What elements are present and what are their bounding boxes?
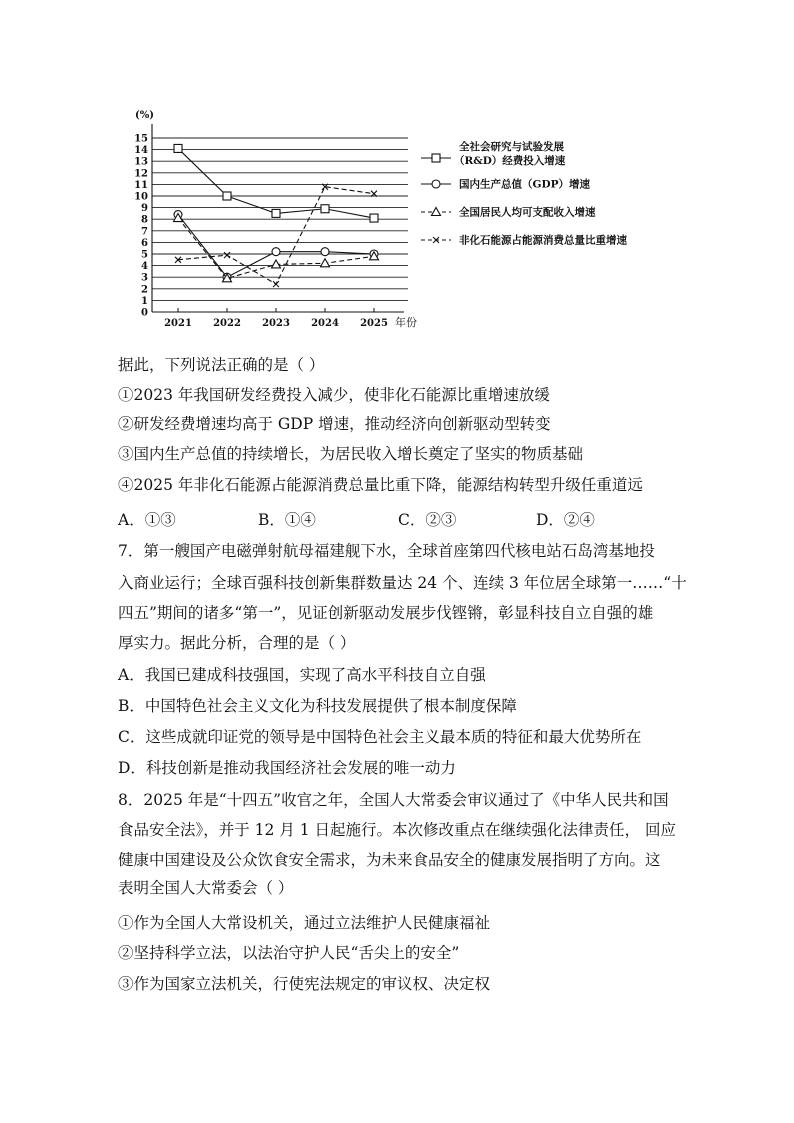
q8-stem-line-2: 食品安全法》，并于 12 月 1 日起施行。本次修改重点在继续强化法律责任， 回应 [118,821,676,839]
q6-options [118,508,678,530]
q7-stem-line-1: 7．第一艘国产电磁弹射航母福建舰下水，全球首座第四代核电站石岛湾基地投 [118,542,655,560]
q6-option-a[interactable]: A．①③ [118,511,176,529]
series-2 [174,211,378,282]
q7-option-b[interactable]: B．中国特色社会主义文化为科技发展提供了根本制度保障 [118,697,517,715]
series-1 [174,144,378,222]
data-point-circle [272,248,280,256]
y-tick-label: 3 [141,272,148,284]
q6-statement-1: ①2023 年我国研发经费投入减少，使非化石能源比重增速放缓 [118,386,550,404]
q7-stem-line-3: 四五”期间的诸多“第一”，见证创新驱动发展步伐铿锵，彰显科技自立自强的雄 [118,604,654,622]
legend-label: （R&D）经费投入增速 [454,155,566,167]
y-tick-label: 14 [134,145,148,157]
q8-statement-2: ②坚持科学立法，以法治守护人民“舌尖上的安全” [118,944,460,962]
q6-option-b[interactable]: B．①④ [258,511,316,529]
y-tick-label: 12 [134,168,148,180]
series-4 [175,184,377,287]
line-chart [118,100,678,332]
y-tick-label: 1 [141,295,148,307]
q7-option-a[interactable]: A．我国已建成科技强国，实现了高水平科技自立自强 [118,666,486,684]
x-tick-label: 2021 [164,318,192,329]
q6-statement-4: ④2025 年非化石能源占能源消费总量比重下降，能源结构转型升级任重道远 [118,476,643,494]
q8-stem-line-4: 表明全国人大常委会（ ） [118,879,294,897]
legend-label: 全国居民人均可支配收入增速 [459,206,596,219]
q6-option-c[interactable]: C．②③ [398,511,457,529]
q7-stem-line-2: 入商业运行；全球百强科技创新集群数量达 24 个、连续 3 年位居全球第一……“十 [118,574,687,592]
y-tick-label: 6 [141,237,148,249]
data-point-square [321,205,329,213]
data-point-triangle [432,208,441,216]
chart-legend [421,140,627,247]
y-tick-label: 13 [134,156,148,168]
q7-stem-line-4: 厚实力。据此分析，合理的是（ ） [118,634,356,652]
y-tick-label: 15 [134,133,148,145]
x-tick-label: 2023 [262,318,290,329]
q7-option-c[interactable]: C．这些成就印证党的领导是中国特色社会主义最本质的特征和最大优势所在 [118,728,642,746]
y-tick-label: 2 [141,284,148,296]
q6-option-d[interactable]: D．②④ [536,511,595,529]
data-point-square [174,144,182,152]
y-tick-label: 7 [141,226,148,238]
y-tick-label: 0 [141,307,148,319]
q7-option-d[interactable]: D．科技创新是推动我国经济社会发展的唯一动力 [118,759,456,777]
legend-label: 国内生产总值（GDP）增速 [459,178,590,191]
data-point-square [432,154,440,162]
series-line [178,187,374,284]
q8-statement-3: ③作为国家立法机关，行使宪法规定的审议权、决定权 [118,975,491,993]
y-tick-label: 4 [141,261,148,273]
y-tick-label: 9 [141,203,148,215]
q6-statement-2: ②研发经费增速均高于 GDP 增速，推动经济向创新驱动型转变 [118,415,551,433]
y-tick-label: 8 [141,214,148,226]
data-point-circle [321,248,329,256]
y-unit-label: (%) [135,110,154,121]
legend-label: 全社会研究与试验发展 [459,141,564,153]
x-tick-label: 2022 [213,318,241,329]
q6-statement-3: ③国内生产总值的持续增长，为居民收入增长奠定了坚实的物质基础 [118,445,584,463]
q6-prompt: 据此，下列说法正确的是（ ） [118,356,325,374]
q8-stem-line-3: 健康中国建设及公众饮食安全需求，为未来食品安全的健康发展指明了方向。这 [118,851,661,869]
legend-label: 非化石能源占能源消费总量比重增速 [459,234,627,247]
x-tick-label: 2024 [311,318,339,329]
x-unit-label: 年份 [395,316,417,329]
y-tick-label: 10 [134,191,148,203]
data-point-square [370,214,378,222]
x-tick-label: 2025 [360,318,388,329]
data-point-circle [432,180,440,188]
y-tick-label: 11 [134,179,148,191]
data-point-square [223,192,231,200]
q8-stem-line-1: 8．2025 年是“十四五”收官之年，全国人大常委会审议通过了《中华人民共和国 [118,791,669,809]
data-point-square [272,209,280,217]
y-tick-label: 5 [141,249,148,261]
q8-statement-1: ①作为全国人大常设机关，通过立法维护人民健康福祉 [118,914,491,932]
